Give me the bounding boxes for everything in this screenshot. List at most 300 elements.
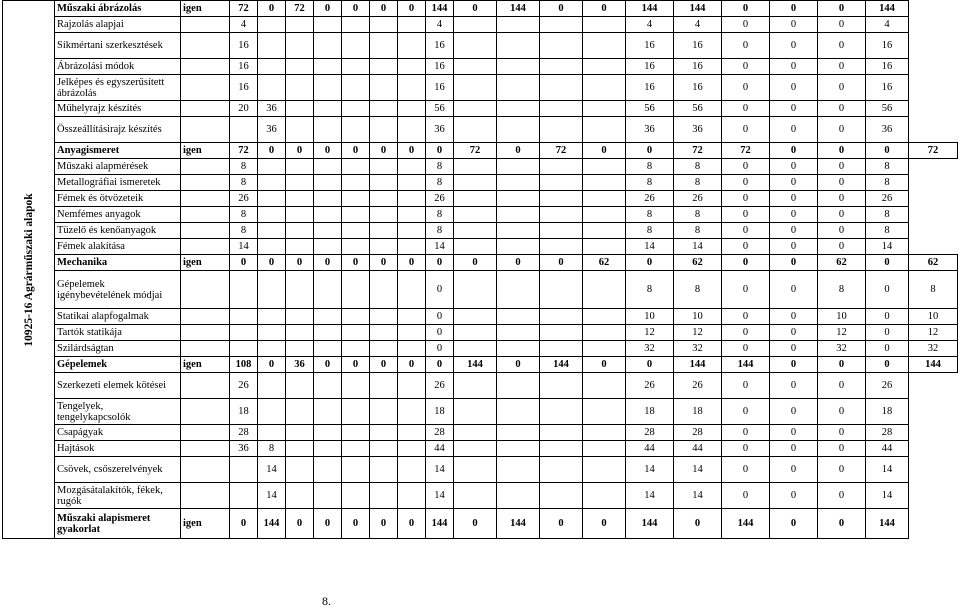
row-name: Nemfémes anyagok	[55, 207, 181, 223]
hours-cell	[342, 117, 370, 143]
hours-cell: 0	[818, 399, 866, 425]
hours-cell	[398, 309, 426, 325]
hours-cell: 8	[866, 207, 909, 223]
hours-cell	[342, 441, 370, 457]
hours-cell: 144	[626, 509, 674, 539]
topic-row	[3, 17, 958, 33]
hours-cell	[342, 223, 370, 239]
hours-cell	[540, 483, 583, 509]
mandatory-cell	[181, 17, 230, 33]
hours-cell: 0	[770, 509, 818, 539]
hours-cell: 0	[426, 255, 454, 271]
hours-cell	[286, 59, 314, 75]
hours-cell: 26	[426, 191, 454, 207]
hours-cell: 0	[770, 17, 818, 33]
hours-cell: 0	[770, 441, 818, 457]
hours-cell	[398, 341, 426, 357]
hours-cell: 32	[909, 341, 958, 357]
hours-cell: 144	[426, 1, 454, 17]
hours-cell	[314, 425, 342, 441]
hours-cell	[342, 483, 370, 509]
hours-cell: 0	[370, 509, 398, 539]
hours-cell: 8	[230, 223, 258, 239]
hours-cell: 0	[722, 117, 770, 143]
hours-cell: 0	[583, 1, 626, 17]
hours-cell	[540, 373, 583, 399]
hours-cell	[583, 373, 626, 399]
hours-cell: 0	[770, 309, 818, 325]
hours-cell	[286, 309, 314, 325]
hours-cell	[370, 441, 398, 457]
row-name: Műszaki ábrázolás	[55, 1, 181, 17]
hours-cell	[540, 457, 583, 483]
hours-cell	[370, 457, 398, 483]
hours-cell	[314, 341, 342, 357]
hours-cell	[286, 207, 314, 223]
hours-cell	[454, 33, 497, 59]
hours-cell: 0	[818, 175, 866, 191]
table-body	[3, 1, 958, 539]
hours-cell	[370, 175, 398, 191]
hours-cell	[497, 309, 540, 325]
hours-cell	[314, 223, 342, 239]
hours-cell: 0	[722, 271, 770, 309]
hours-cell	[230, 325, 258, 341]
hours-cell: 0	[540, 509, 583, 539]
hours-cell	[258, 33, 286, 59]
hours-cell: 0	[818, 1, 866, 17]
hours-cell	[398, 271, 426, 309]
hours-cell	[540, 325, 583, 341]
hours-cell: 18	[426, 399, 454, 425]
hours-cell: 8	[674, 207, 722, 223]
hours-cell	[370, 325, 398, 341]
hours-cell: 16	[866, 75, 909, 101]
row-name: Hajtások	[55, 441, 181, 457]
hours-cell: 14	[426, 457, 454, 483]
hours-cell	[286, 483, 314, 509]
hours-cell: 0	[770, 175, 818, 191]
hours-cell: 0	[722, 207, 770, 223]
hours-cell	[314, 59, 342, 75]
hours-cell: 10	[626, 309, 674, 325]
hours-cell: 8	[626, 271, 674, 309]
hours-cell	[540, 223, 583, 239]
hours-cell	[342, 425, 370, 441]
hours-cell	[314, 101, 342, 117]
hours-cell	[370, 159, 398, 175]
hours-cell: 0	[314, 509, 342, 539]
hours-cell: 0	[258, 143, 286, 159]
hours-cell	[454, 117, 497, 143]
hours-cell: 144	[866, 1, 909, 17]
hours-cell: 0	[770, 1, 818, 17]
hours-cell: 0	[342, 143, 370, 159]
hours-cell: 26	[866, 191, 909, 207]
row-name: Tartók statikája	[55, 325, 181, 341]
hours-cell	[497, 271, 540, 309]
hours-cell: 0	[770, 457, 818, 483]
hours-cell: 0	[818, 75, 866, 101]
hours-cell: 0	[370, 255, 398, 271]
module-row	[3, 509, 958, 539]
hours-cell: 16	[674, 33, 722, 59]
hours-cell	[398, 191, 426, 207]
hours-cell: 14	[866, 457, 909, 483]
hours-cell	[454, 207, 497, 223]
hours-cell: 0	[626, 255, 674, 271]
hours-cell	[540, 191, 583, 207]
hours-cell: 0	[770, 223, 818, 239]
row-name: Metallográfiai ismeretek	[55, 175, 181, 191]
hours-cell: 56	[866, 101, 909, 117]
hours-cell	[314, 175, 342, 191]
hours-cell: 0	[722, 309, 770, 325]
hours-cell	[454, 271, 497, 309]
row-name: Síkmértani szerkesztések	[55, 33, 181, 59]
hours-cell	[258, 325, 286, 341]
hours-cell: 26	[626, 191, 674, 207]
hours-cell: 0	[722, 239, 770, 255]
hours-cell: 4	[426, 17, 454, 33]
hours-cell: 26	[866, 373, 909, 399]
hours-cell: 0	[818, 101, 866, 117]
hours-cell	[583, 325, 626, 341]
hours-cell: 0	[770, 255, 818, 271]
topic-row	[3, 373, 958, 399]
hours-cell	[540, 175, 583, 191]
hours-cell: 8	[230, 175, 258, 191]
hours-cell: 0	[818, 33, 866, 59]
hours-cell	[583, 33, 626, 59]
hours-cell: 26	[626, 373, 674, 399]
topic-row	[3, 441, 958, 457]
row-name: Csövek, csőszerelvények	[55, 457, 181, 483]
hours-cell: 0	[722, 175, 770, 191]
hours-cell	[230, 457, 258, 483]
mandatory-cell	[181, 101, 230, 117]
row-name: Jelképes és egyszerűsített ábrázolás	[55, 75, 181, 101]
hours-cell: 0	[770, 425, 818, 441]
hours-cell: 144	[258, 509, 286, 539]
topic-row	[3, 325, 958, 341]
topic-row	[3, 207, 958, 223]
mandatory-cell	[181, 59, 230, 75]
mandatory-cell	[181, 239, 230, 255]
row-name: Gépelemek igénybevételének módjai	[55, 271, 181, 309]
hours-cell: 72	[909, 143, 958, 159]
row-name: Ábrázolási módok	[55, 59, 181, 75]
topic-row	[3, 457, 958, 483]
hours-cell: 0	[230, 509, 258, 539]
hours-cell: 0	[722, 159, 770, 175]
hours-cell	[314, 159, 342, 175]
hours-cell: 0	[770, 483, 818, 509]
hours-cell	[398, 207, 426, 223]
hours-cell: 56	[626, 101, 674, 117]
row-name: Fémek és ötvözeteik	[55, 191, 181, 207]
hours-cell	[540, 271, 583, 309]
hours-cell: 16	[674, 59, 722, 75]
hours-cell: 10	[674, 309, 722, 325]
hours-cell: 44	[866, 441, 909, 457]
hours-cell: 144	[626, 1, 674, 17]
hours-cell	[314, 271, 342, 309]
hours-cell: 0	[818, 117, 866, 143]
hours-cell: 36	[866, 117, 909, 143]
hours-cell	[370, 271, 398, 309]
hours-cell: 8	[626, 223, 674, 239]
hours-cell	[583, 309, 626, 325]
hours-cell	[258, 159, 286, 175]
hours-cell: 0	[770, 59, 818, 75]
hours-cell: 12	[626, 325, 674, 341]
hours-cell	[398, 59, 426, 75]
hours-cell: 0	[770, 207, 818, 223]
hours-cell: 16	[426, 33, 454, 59]
mandatory-cell	[181, 457, 230, 483]
mandatory-cell	[181, 341, 230, 357]
hours-cell: 0	[818, 207, 866, 223]
hours-cell	[286, 425, 314, 441]
hours-cell	[286, 175, 314, 191]
hours-cell: 0	[314, 1, 342, 17]
hours-cell: 4	[674, 17, 722, 33]
hours-cell	[258, 191, 286, 207]
hours-cell: 0	[866, 325, 909, 341]
hours-cell	[314, 309, 342, 325]
hours-cell: 16	[866, 33, 909, 59]
hours-cell: 108	[230, 357, 258, 373]
hours-cell	[583, 159, 626, 175]
hours-cell: 0	[770, 75, 818, 101]
topic-row	[3, 239, 958, 255]
hours-cell: 0	[583, 357, 626, 373]
hours-cell: 0	[722, 1, 770, 17]
hours-cell: 0	[540, 255, 583, 271]
hours-cell: 10	[818, 309, 866, 325]
hours-cell: 0	[722, 75, 770, 101]
hours-cell: 72	[230, 143, 258, 159]
hours-cell: 8	[626, 207, 674, 223]
hours-cell: 0	[722, 101, 770, 117]
hours-cell	[258, 239, 286, 255]
hours-cell: 0	[770, 373, 818, 399]
mandatory-cell: igen	[181, 255, 230, 271]
hours-cell: 0	[722, 33, 770, 59]
hours-cell	[398, 75, 426, 101]
hours-cell: 10	[909, 309, 958, 325]
hours-cell: 0	[258, 1, 286, 17]
hours-cell: 144	[540, 357, 583, 373]
hours-cell	[342, 399, 370, 425]
hours-cell	[370, 309, 398, 325]
hours-cell	[342, 207, 370, 223]
hours-cell: 62	[674, 255, 722, 271]
hours-cell	[286, 159, 314, 175]
hours-cell	[583, 75, 626, 101]
hours-cell	[342, 59, 370, 75]
mandatory-cell	[181, 33, 230, 59]
hours-cell: 0	[818, 191, 866, 207]
hours-cell: 0	[722, 325, 770, 341]
module-row	[3, 143, 958, 159]
hours-cell: 8	[426, 223, 454, 239]
hours-cell	[286, 341, 314, 357]
hours-cell	[454, 457, 497, 483]
hours-cell: 8	[426, 159, 454, 175]
hours-cell: 14	[866, 239, 909, 255]
mandatory-cell	[181, 325, 230, 341]
hours-cell: 0	[342, 357, 370, 373]
hours-cell	[583, 175, 626, 191]
hours-cell	[314, 75, 342, 101]
hours-cell: 0	[398, 509, 426, 539]
hours-cell: 12	[674, 325, 722, 341]
hours-cell	[258, 271, 286, 309]
hours-cell: 16	[626, 75, 674, 101]
hours-cell	[583, 17, 626, 33]
hours-cell: 16	[674, 75, 722, 101]
hours-cell: 26	[426, 373, 454, 399]
hours-cell: 0	[818, 223, 866, 239]
hours-cell	[286, 457, 314, 483]
hours-cell: 62	[909, 255, 958, 271]
hours-cell	[540, 101, 583, 117]
hours-cell	[314, 373, 342, 399]
hours-cell	[454, 223, 497, 239]
hours-cell: 144	[497, 1, 540, 17]
topic-row	[3, 399, 958, 425]
hours-cell	[342, 101, 370, 117]
hours-cell: 0	[258, 255, 286, 271]
mandatory-cell: igen	[181, 1, 230, 17]
hours-cell	[342, 239, 370, 255]
hours-cell: 0	[722, 191, 770, 207]
hours-cell	[314, 117, 342, 143]
topic-row	[3, 191, 958, 207]
hours-cell	[230, 309, 258, 325]
hours-cell: 8	[626, 159, 674, 175]
hours-cell	[342, 309, 370, 325]
hours-cell	[454, 441, 497, 457]
hours-cell: 0	[583, 143, 626, 159]
hours-cell	[370, 75, 398, 101]
hours-cell	[540, 59, 583, 75]
hours-cell: 0	[818, 483, 866, 509]
hours-cell	[540, 33, 583, 59]
hours-cell: 14	[230, 239, 258, 255]
hours-cell	[370, 17, 398, 33]
hours-cell: 0	[626, 143, 674, 159]
hours-cell	[286, 399, 314, 425]
hours-cell: 144	[497, 509, 540, 539]
hours-cell: 8	[230, 207, 258, 223]
hours-cell: 0	[583, 509, 626, 539]
hours-cell	[583, 425, 626, 441]
row-name: Szerkezeti elemek kötései	[55, 373, 181, 399]
hours-cell: 0	[426, 309, 454, 325]
side-label: 10925-16 Agrárműszaki alapok	[22, 192, 35, 347]
hours-cell	[258, 399, 286, 425]
hours-cell: 26	[230, 373, 258, 399]
hours-cell	[398, 117, 426, 143]
hours-cell	[454, 309, 497, 325]
row-name: Mozgásátalakítók, fékek, rugók	[55, 483, 181, 509]
mandatory-cell	[181, 207, 230, 223]
hours-cell: 26	[674, 373, 722, 399]
hours-cell	[454, 373, 497, 399]
hours-cell: 16	[230, 59, 258, 75]
hours-cell	[314, 239, 342, 255]
hours-cell	[314, 17, 342, 33]
hours-cell	[497, 17, 540, 33]
hours-cell	[583, 239, 626, 255]
mandatory-cell: igen	[181, 509, 230, 539]
hours-cell: 0	[314, 255, 342, 271]
hours-cell	[258, 341, 286, 357]
row-name: Mechanika	[55, 255, 181, 271]
hours-cell: 0	[454, 1, 497, 17]
hours-cell: 18	[674, 399, 722, 425]
row-name: Gépelemek	[55, 357, 181, 373]
hours-cell: 12	[818, 325, 866, 341]
hours-cell	[342, 33, 370, 59]
hours-cell: 0	[818, 239, 866, 255]
hours-cell	[370, 341, 398, 357]
hours-cell	[398, 373, 426, 399]
hours-cell: 0	[818, 373, 866, 399]
hours-cell	[454, 341, 497, 357]
hours-cell: 16	[626, 33, 674, 59]
mandatory-cell	[181, 373, 230, 399]
hours-cell: 0	[770, 399, 818, 425]
row-name: Fémek alakítása	[55, 239, 181, 255]
hours-cell	[540, 441, 583, 457]
mandatory-cell	[181, 309, 230, 325]
hours-cell	[314, 457, 342, 483]
hours-cell	[398, 239, 426, 255]
hours-cell: 28	[426, 425, 454, 441]
topic-row	[3, 309, 958, 325]
hours-cell	[398, 223, 426, 239]
hours-cell	[454, 325, 497, 341]
hours-cell	[398, 457, 426, 483]
hours-cell: 0	[818, 59, 866, 75]
hours-cell	[258, 17, 286, 33]
hours-cell	[398, 33, 426, 59]
hours-cell: 0	[426, 341, 454, 357]
hours-cell	[286, 117, 314, 143]
hours-cell	[497, 117, 540, 143]
hours-cell	[454, 425, 497, 441]
hours-cell: 0	[770, 117, 818, 143]
hours-cell: 8	[674, 175, 722, 191]
topic-row	[3, 75, 958, 101]
hours-cell	[497, 101, 540, 117]
hours-cell: 0	[370, 1, 398, 17]
mandatory-cell	[181, 159, 230, 175]
hours-cell: 36	[230, 441, 258, 457]
hours-cell	[583, 117, 626, 143]
hours-cell	[286, 223, 314, 239]
mandatory-cell	[181, 399, 230, 425]
hours-cell: 144	[722, 357, 770, 373]
hours-cell	[230, 483, 258, 509]
hours-cell	[286, 191, 314, 207]
hours-cell: 0	[314, 357, 342, 373]
hours-cell: 0	[818, 357, 866, 373]
